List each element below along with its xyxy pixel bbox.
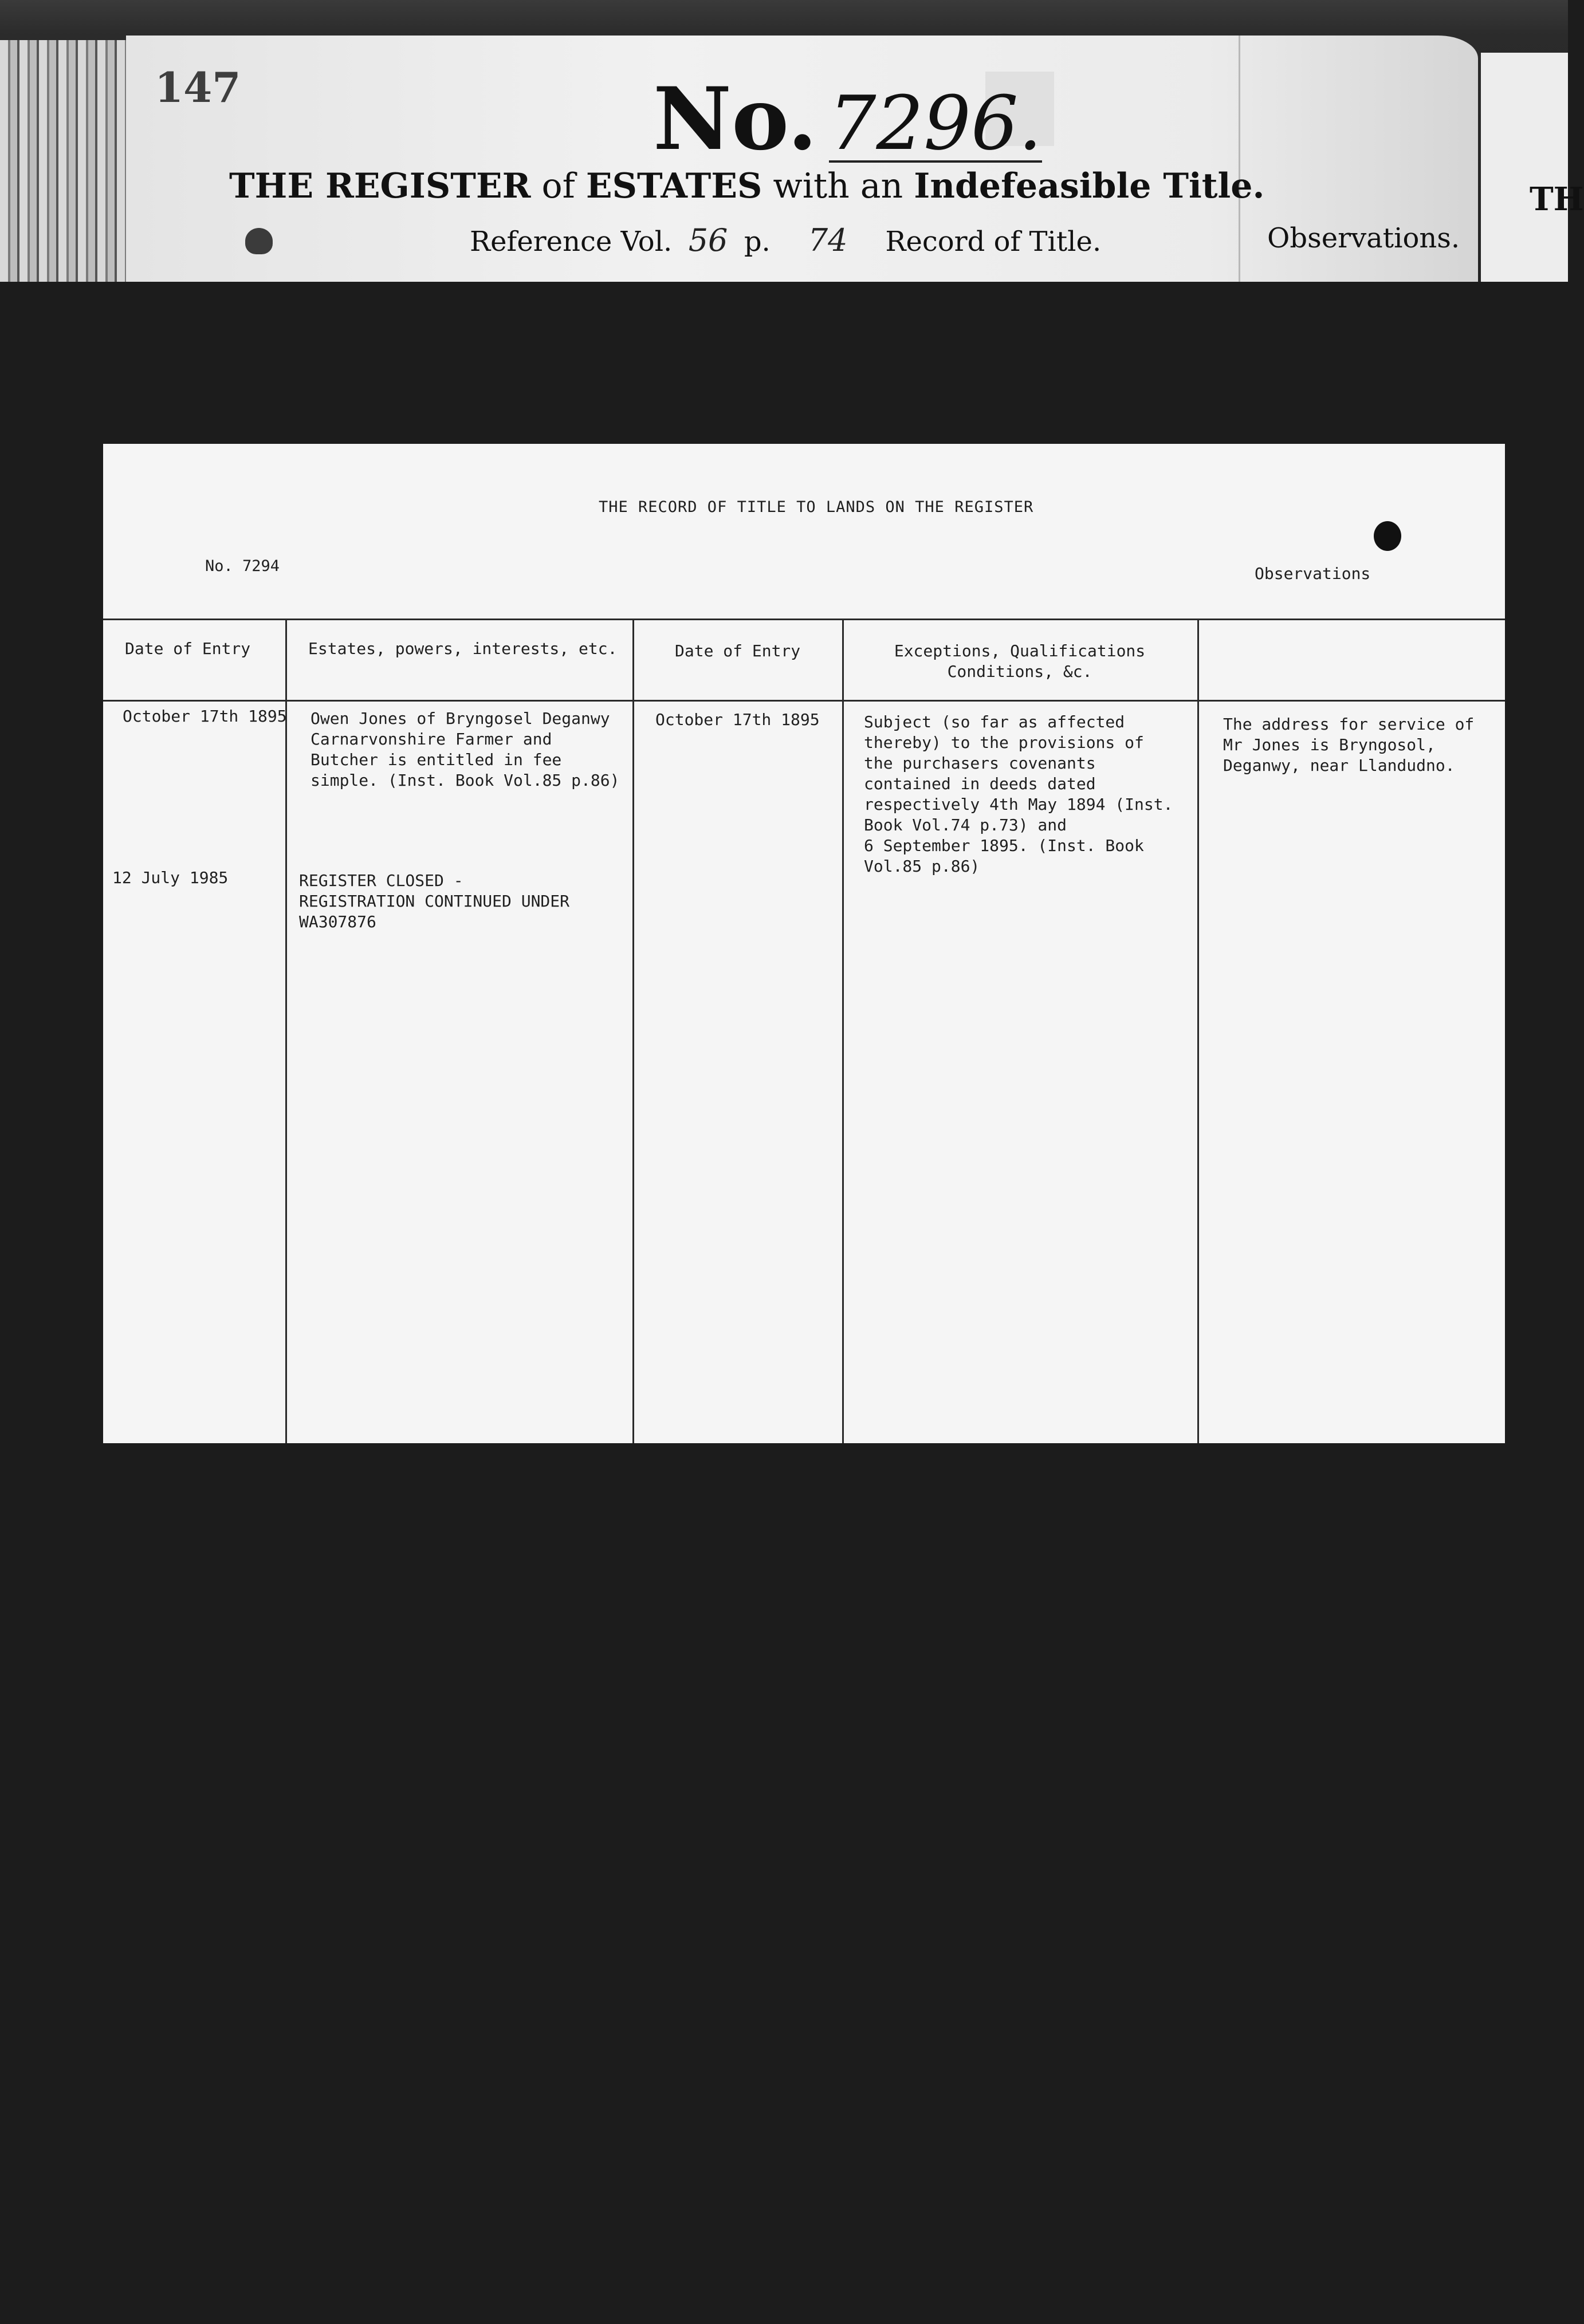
table-top-rule (103, 619, 1505, 620)
column-header-date-of-entry: Date of Entry (125, 639, 251, 658)
register-title-part: Indefeasible Title. (914, 166, 1265, 206)
table-row-1-estates: Owen Jones of Bryngosel Deganwy Carnarvonshire Farmer and Butcher is entitled in fee simple. (Inst. Book Vol.85 p.86) (310, 709, 620, 790)
table-row-1-observations: The address for service of Mr Jones is Bryngosol, Deganwy, near Llandudno. (1223, 715, 1475, 775)
sheet-number: No. 7294 (205, 557, 280, 575)
register-page-strip (0, 0, 1584, 282)
register-title-part: THE REGISTER (229, 166, 531, 206)
sheet-title: THE RECORD OF TITLE TO LANDS ON THE REGISTER (599, 498, 1034, 516)
reference-vol-label: Reference Vol. (470, 226, 673, 258)
register-number-handwritten: 7296. (828, 80, 1042, 167)
next-ledger-page (1481, 53, 1568, 282)
register-number-prefix: No. (653, 69, 817, 170)
folio-number: 147 (155, 63, 241, 112)
ledger-observations-label: Observations. (1267, 222, 1460, 254)
record-of-title-label: Record of Title. (885, 226, 1102, 258)
register-title-part: of (530, 166, 586, 206)
punch-hole (1374, 521, 1401, 551)
column-header-exceptions: Exceptions, Qualifications Conditions, &c. (894, 641, 1146, 681)
register-number (653, 69, 1042, 170)
register-title-part: with an (762, 166, 914, 206)
sheet-observations-heading: Observations (1255, 564, 1371, 583)
column-divider (285, 619, 287, 1443)
table-row-1-date-of-entry: October 17th 1895 (123, 707, 287, 726)
book-page-edges (0, 40, 135, 282)
reference-line (470, 222, 1101, 258)
clip-mark (245, 228, 273, 254)
column-divider (1197, 619, 1199, 1443)
column-divider (632, 619, 634, 1443)
table-header-rule (103, 700, 1505, 702)
table-row-2-estates: REGISTER CLOSED - REGISTRATION CONTINUED UNDER WA307876 (299, 871, 570, 931)
column-header-estates: Estates, powers, interests, etc. (308, 639, 618, 658)
column-divider (842, 619, 844, 1443)
record-of-title-sheet (103, 444, 1505, 1443)
register-title-part: ESTATES (585, 166, 762, 206)
table-row-1-exceptions: Subject (so far as affected thereby) to the provisions of the purchasers covenants contained in deeds dated respectively 4th May 1894 (Inst. Book Vol.74 p.73) and 6 September 1895. (Inst. Book Vol.85 p.86) (864, 712, 1173, 876)
table-row-1-date-of-entry-2: October 17th 1895 (655, 710, 820, 729)
observations-divider (1239, 36, 1240, 282)
next-page-fragment: TH (1530, 180, 1584, 218)
reference-page-handwritten: 74 (808, 222, 848, 258)
reference-vol-handwritten: 56 (688, 222, 728, 258)
column-header-date-of-entry-2: Date of Entry (675, 641, 801, 660)
register-title (229, 166, 1264, 206)
reference-page-label: p. (744, 226, 771, 258)
table-row-2-date-of-entry: 12 July 1985 (112, 868, 229, 887)
